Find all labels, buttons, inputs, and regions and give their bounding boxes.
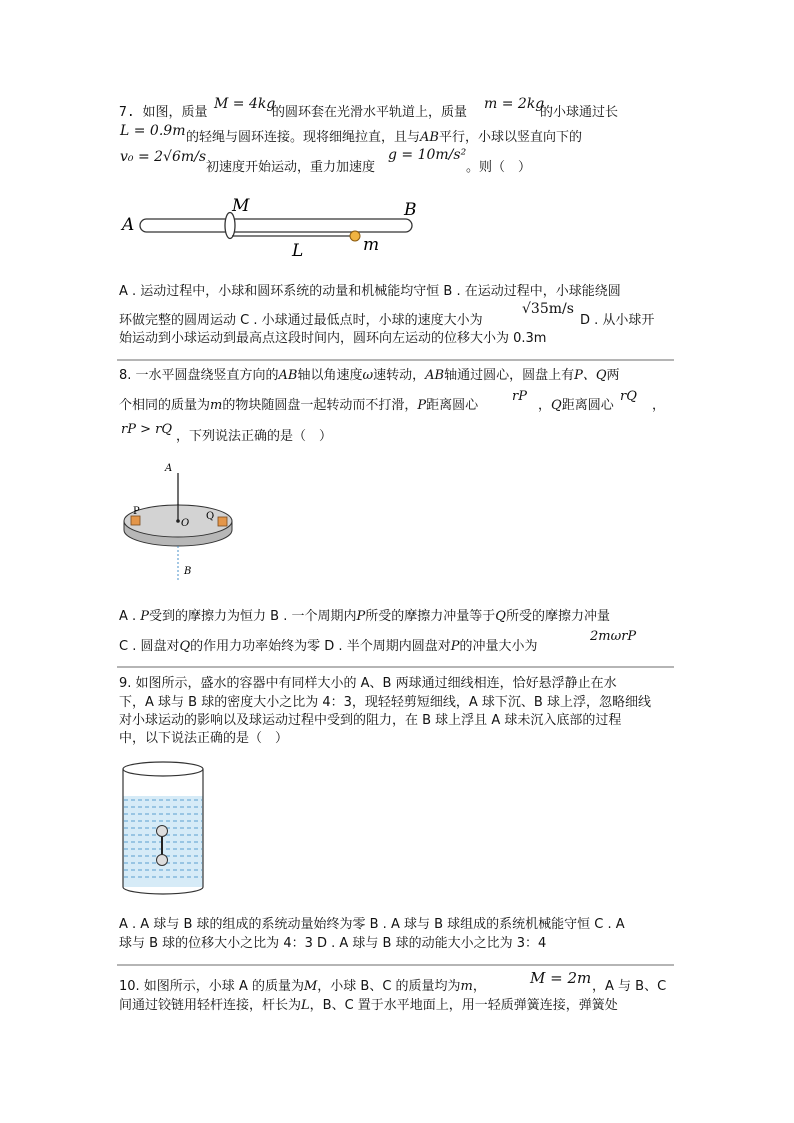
fig-label-P: P bbox=[133, 506, 140, 517]
q9-line-4: 中，以下说法正确的是（ ） bbox=[119, 731, 289, 746]
fig-label-Q: Q bbox=[206, 511, 215, 522]
q7-math-v0: v₀ = 2√6m/s bbox=[120, 149, 207, 165]
separator bbox=[117, 666, 674, 668]
q8-math-rP: rP bbox=[512, 389, 527, 404]
fig-label-L: L bbox=[292, 241, 304, 261]
q7-option-line-2a: 环做完整的圆周运动 C . 小球通过最低点时，小球的速度大小为 bbox=[119, 313, 483, 328]
q7-math-L: L = 0.9m bbox=[120, 123, 186, 139]
q9-option-line-2: 球与 B 球的位移大小之比为 4：3 D . A 球与 B 球的动能大小之比为 3：4 bbox=[119, 936, 547, 951]
container-rim bbox=[123, 762, 203, 776]
q9-line-1: 9. 如图所示，盛水的容器中有同样大小的 A、B 两球通过细线相连，恰好悬浮静止在水 bbox=[119, 676, 617, 691]
center-dot bbox=[176, 519, 180, 523]
q7-figure bbox=[118, 190, 428, 260]
q8-figure bbox=[118, 460, 248, 585]
q10-line-2: 间通过铰链用轻杆连接，杆长为L，B、C 置于水平地面上，用一轻质弹簧连接，弹簧处 bbox=[119, 998, 618, 1013]
fig-label-B: B bbox=[404, 200, 417, 220]
ball bbox=[350, 231, 360, 241]
container-bottom bbox=[123, 887, 203, 894]
q7-option-line-1: A . 运动过程中，小球和圆环系统的动量和机械能均守恒 B . 在运动过程中，小球能绕圆 bbox=[119, 284, 621, 299]
q10-math: M = 2m bbox=[530, 969, 592, 987]
q8-comma: ， bbox=[652, 398, 666, 413]
q8-line-2b: ，Q距离圆心 bbox=[538, 398, 614, 413]
q7-text-7: 。则（ ） bbox=[466, 160, 532, 175]
q7-text-6: 初速度开始运动，重力加速度 bbox=[206, 160, 376, 175]
q9-option-line-1: A . A 球与 B 球的组成的系统动量始终为零 B . A 球与 B 球组成的系统机械能守恒 C . A bbox=[119, 917, 625, 932]
ring bbox=[225, 213, 235, 239]
q7-math-m: m = 2kg bbox=[484, 96, 545, 112]
q8-option-line-1: A . P受到的摩擦力为恒力 B . 一个周期内P所受的摩擦力冲量等于Q所受的摩擦力冲量 bbox=[119, 609, 610, 624]
q8-line-2a: 个相同的质量为m的物块随圆盘一起转动而不打滑，P距离圆心 bbox=[119, 398, 479, 413]
q8-line-3: ，下列说法正确的是（ ） bbox=[176, 429, 333, 444]
q9-figure bbox=[118, 760, 208, 895]
q9-line-3: 对小球运动的影响以及球运动过程中受到的阻力，在 B 球上浮且 A 球未沉入底部的过程 bbox=[119, 713, 622, 728]
q7-number: 7. bbox=[119, 105, 143, 120]
q8-math-cond: rP > rQ bbox=[121, 422, 172, 437]
ball-upper bbox=[157, 826, 168, 837]
q10-line-1b: ，A 与 B、C bbox=[592, 979, 667, 994]
separator bbox=[117, 359, 674, 361]
q7-option-line-2b: D . 从小球开 bbox=[580, 313, 655, 328]
rail bbox=[140, 219, 412, 232]
q7-math-v: √35m/s bbox=[522, 301, 574, 317]
q9-line-2: 下，A 球与 B 球的密度大小之比为 4：3，现轻轻剪短细线，A 球下沉、B 球上浮，忽略细线 bbox=[119, 695, 651, 710]
fig-label-m: m bbox=[363, 235, 380, 255]
q7-option-line-3: 始运动到小球运动到最高点这段时间内，圆环向左运动的位移大小为 0.3m bbox=[119, 331, 547, 346]
fig-label-O: O bbox=[181, 518, 190, 529]
q7-line-2: 的轻绳与圆环连接。现将细绳拉直，且与AB平行，小球以竖直向下的 bbox=[186, 130, 582, 145]
q7-text-3: 的小球通过长 bbox=[540, 105, 619, 120]
q7-math-g: g = 10m/s² bbox=[388, 147, 467, 163]
q8-option-line-2: C . 圆盘对Q的作用力功率始终为零 D . 半个周期内圆盘对P的冲量大小为 bbox=[119, 639, 538, 654]
q7-line-1: 7. 如图，质量 bbox=[119, 105, 208, 120]
block-P bbox=[131, 516, 140, 525]
q10-line-1a: 10. 如图所示，小球 A 的质量为M，小球 B、C 的质量均为m， bbox=[119, 979, 486, 994]
q8-line-1: 8. 一水平圆盘绕竖直方向的AB轴以角速度ω速转动，AB轴通过圆心，圆盘上有P、Q两 bbox=[119, 368, 620, 383]
separator bbox=[117, 964, 674, 966]
q8-math-impulse: 2mωrP bbox=[590, 629, 637, 644]
ball-lower bbox=[157, 855, 168, 866]
fig-label-M: M bbox=[232, 196, 250, 216]
q7-text-2: 的圆环套在光滑水平轨道上，质量 bbox=[272, 105, 468, 120]
fig-label-A: A bbox=[122, 215, 135, 235]
q7-math-M: M = 4kg bbox=[214, 96, 276, 112]
block-Q bbox=[218, 517, 227, 526]
q8-math-rQ: rQ bbox=[620, 389, 637, 404]
fig-label-B: B bbox=[184, 566, 192, 577]
fig-label-A: A bbox=[165, 463, 173, 474]
